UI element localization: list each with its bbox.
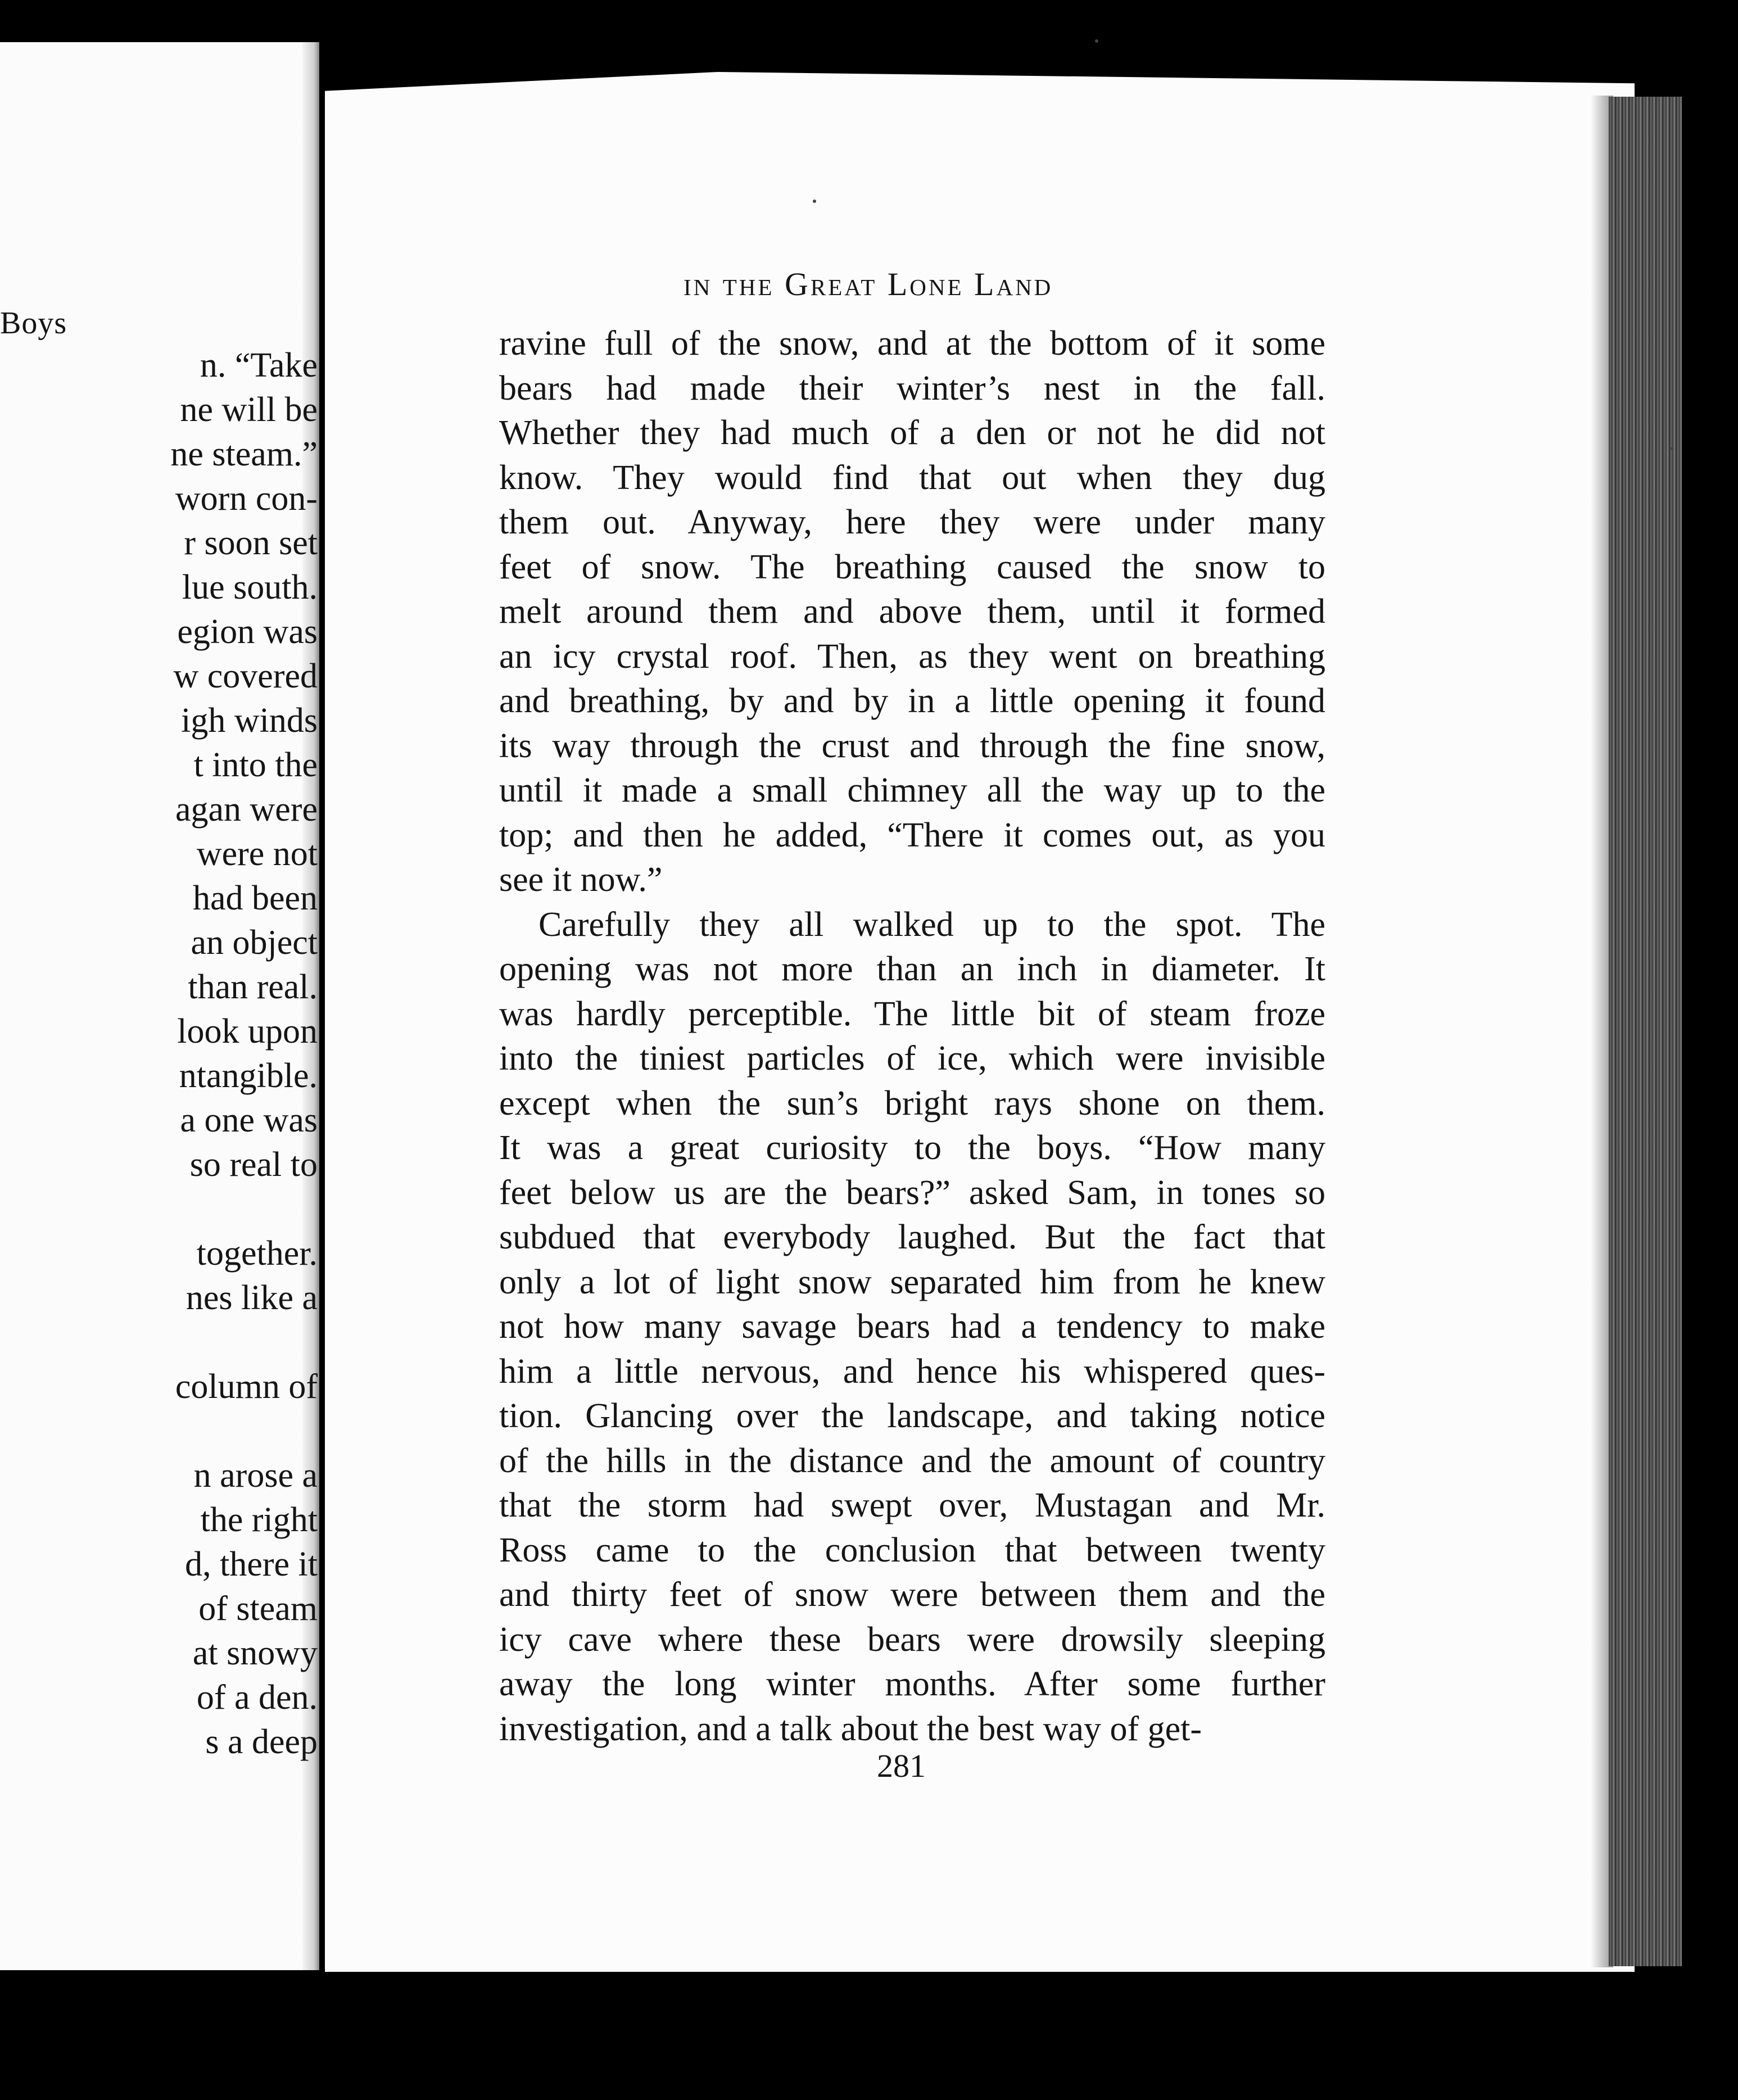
text-line: them out. Anyway, here they were under many	[499, 503, 1325, 541]
left-text-line: nes like a	[185, 1279, 318, 1317]
text-line: melt around them and above them, until it formed	[499, 592, 1325, 631]
left-running-head: Boys	[0, 306, 67, 341]
left-text-line: ne will be	[180, 391, 318, 429]
left-text-line: worn con-	[175, 479, 318, 518]
speck	[1095, 39, 1098, 43]
speck	[813, 200, 816, 203]
left-text-line: n arose a	[193, 1456, 318, 1495]
text-line: was hardly perceptible. The little bit of steam froze	[499, 994, 1325, 1033]
text-line: an icy crystal roof. Then, as they went on breathing	[499, 637, 1325, 676]
left-text-line: n. “Take	[200, 346, 318, 384]
left-text-line: egion was	[177, 613, 318, 651]
page-number: 281	[877, 1748, 926, 1784]
text-line: only a lot of light snow separated him from he knew	[499, 1262, 1325, 1301]
text-line: feet below us are the bears?” asked Sam, in tones so	[499, 1173, 1325, 1212]
left-text-line: lue south.	[182, 568, 318, 607]
text-line: ravine full of the snow, and at the bottom of it some	[499, 324, 1325, 363]
left-text-line: ne steam.”	[170, 435, 318, 473]
left-text-line: r soon set	[184, 524, 318, 562]
text-line: and breathing, by and by in a little opening it found	[499, 682, 1325, 720]
left-text-line: at snowy	[192, 1634, 318, 1672]
left-text-line: the right	[200, 1501, 318, 1539]
text-line: tion. Glancing over the landscape, and taking notice	[499, 1397, 1325, 1435]
text-line: It was a great curiosity to the boys. “How many	[499, 1129, 1325, 1167]
left-text-line: were not	[196, 835, 318, 873]
text-line: away the long winter months. After some further	[499, 1665, 1325, 1703]
text-line: into the tiniest particles of ice, which were invisible	[499, 1039, 1325, 1078]
text-line: subdued that everybody laughed. But the fact that	[499, 1218, 1325, 1256]
left-text-line: d, there it	[185, 1545, 318, 1583]
text-line: bears had made their winter’s nest in the fall.	[499, 369, 1325, 408]
page-body-text	[499, 322, 1325, 1751]
left-text-line: than real.	[188, 968, 318, 1006]
text-line: its way through the crust and through the fine snow,	[499, 726, 1325, 765]
left-text-line: look upon	[177, 1012, 318, 1051]
left-text-line: s a deep	[205, 1723, 318, 1761]
text-line: Whether they had much of a den or not he did not	[499, 414, 1325, 452]
text-line: icy cave where these bears were drowsily sleeping	[499, 1620, 1325, 1659]
book-page-edges	[1609, 97, 1682, 1966]
speck	[1671, 447, 1674, 450]
left-text-line: together.	[196, 1234, 318, 1273]
text-line: Ross came to the conclusion that between twenty	[499, 1531, 1325, 1569]
text-line: top; and then he added, “There it comes out, as you	[499, 816, 1325, 854]
text-line: know. They would find that out when they dug	[499, 458, 1325, 497]
text-line: until it made a small chimney all the way up to the	[499, 771, 1325, 809]
running-head: in the Great Lone Land	[684, 266, 1053, 302]
text-line: see it now.”	[499, 861, 663, 899]
left-text-line: a one was	[180, 1101, 318, 1139]
text-line: except when the sun’s bright rays shone on them.	[499, 1084, 1325, 1123]
left-text-line: agan were	[175, 790, 318, 829]
text-line: feet of snow. The breathing caused the snow to	[499, 547, 1325, 586]
left-text-line: ntangible.	[179, 1057, 318, 1095]
text-line: not how many savage bears had a tendency to make	[499, 1307, 1325, 1346]
left-text-line: of steam	[198, 1590, 318, 1628]
left-text-line: of a den.	[196, 1678, 318, 1717]
left-facing-page	[0, 42, 319, 1970]
left-text-line: igh winds	[181, 701, 318, 740]
text-line: Carefully they all walked up to the spot. The	[538, 905, 1325, 944]
left-text-line: column of	[175, 1368, 318, 1406]
left-text-line: had been	[192, 879, 318, 917]
text-line: and thirty feet of snow were between them and the	[499, 1576, 1325, 1614]
text-line: that the storm had swept over, Mustagan and Mr.	[499, 1486, 1325, 1524]
left-text-line: an object	[191, 924, 318, 962]
text-line: investigation, and a talk about the best way of get-	[499, 1709, 1202, 1748]
left-text-line: w covered	[173, 657, 318, 695]
text-line: of the hills in the distance and the amount of country	[499, 1441, 1325, 1480]
left-text-line: so real to	[189, 1146, 318, 1184]
text-line: him a little nervous, and hence his whispered ques-	[499, 1352, 1325, 1391]
left-text-line: t into the	[193, 746, 318, 784]
text-line: opening was not more than an inch in diameter. It	[499, 950, 1325, 988]
